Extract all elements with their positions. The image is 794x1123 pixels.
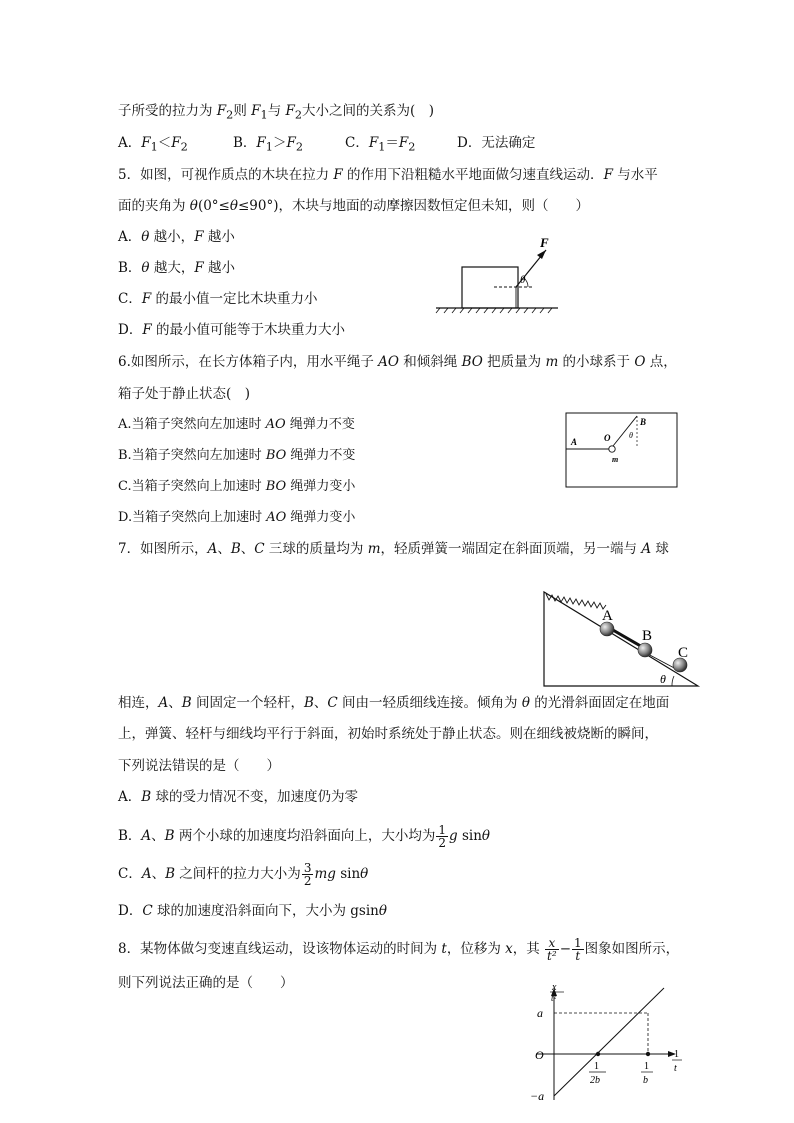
- q7-option-c: C．A、B 之间杆的拉力大小为 $\frac{3}{2}$ mg sinθ: [118, 861, 369, 888]
- q6-stem-line1: 6.如图所示，在长方体箱子内，用水平绳子 AO 和倾斜绳 BO 把质量为 m 的小球系于 O 点，: [118, 354, 677, 370]
- ground-hatching: [436, 308, 552, 313]
- ball-b: [638, 643, 652, 657]
- q8-graph-figure: [528, 982, 688, 1104]
- incline: [544, 592, 698, 686]
- q5-option-d: D．F 的最小值可能等于木块重力大小: [118, 322, 345, 338]
- fraction-three-halves: $\frac{3}{2}$: [303, 861, 312, 888]
- q4-options: [118, 134, 535, 157]
- q5-option-c: C．F 的最小值一定比木块重力小: [118, 291, 318, 307]
- q8-stem-line1: 8．某物体做匀变速直线运动，设该物体运动的时间为 t，位移为 x，其 $\frac{x}{\text{t²}}$ − $\frac{1}{t}$ 图象如图所示，: [118, 936, 680, 963]
- label-b: B: [642, 628, 653, 644]
- y-label-num: x: [552, 982, 557, 993]
- label-o: O: [604, 433, 611, 443]
- q6-box-figure: [565, 410, 680, 490]
- ball-a: [600, 622, 614, 636]
- force-label: F: [540, 235, 549, 250]
- q8-stem-line2: 则下列说法正确的是（ ）: [118, 975, 294, 991]
- q4-line: 子所受的拉力为 $F_2$则 $F_1$与 $F_2$大小之间的关系为( ): [118, 103, 435, 122]
- label-a: a: [537, 1006, 543, 1020]
- q5-block-figure: [432, 234, 562, 314]
- q7-stem-line2: 相连，A、B 间固定一个轻杆，B、C 间由一轻质细线连接。倾角为 θ 的光滑斜面固定在地面: [118, 695, 670, 711]
- q4-option-c: C．$F_1=F_2$: [345, 135, 416, 154]
- intercept-point: [596, 1052, 600, 1056]
- label-neg-a: −a: [530, 1089, 545, 1103]
- q7-option-b: B．A、B 两个小球的加速度均沿斜面向上，大小均为 $\frac{1}{2}$ g sinθ: [118, 823, 491, 850]
- q6-stem-line2: 箱子处于静止状态( ): [118, 386, 251, 402]
- fraction-x-over-t2: $\frac{x}{\text{t²}}$: [547, 936, 557, 963]
- wooden-block: [462, 267, 518, 308]
- q6-option-a: A.当箱子突然向左加速时 AO 绳弹力不变: [118, 417, 355, 432]
- tick-1-over-2b-den: 2b: [590, 1075, 600, 1086]
- q7-stem-line1: 7．如图所示，A、B、C 三球的质量均为 m，轻质弹簧一端固定在斜面顶端，另一端与 A 球: [118, 541, 669, 557]
- b-point: [646, 1052, 650, 1056]
- tick-1-over-b-den: b: [643, 1075, 648, 1086]
- q5-option-b: B．θ 越大，F 越小: [118, 260, 236, 276]
- fraction-1-over-t: $\frac{1}{t}$: [574, 936, 582, 963]
- q5-stem-line1: 5．如图，可视作质点的木块在拉力 F 的作用下沿粗糙水平地面做匀速直线运动．F 与水平: [118, 167, 658, 183]
- angle-arc: [672, 676, 674, 686]
- q4-option-a: A．$F_1<F_2$: [118, 135, 188, 154]
- q7-stem-line3: 上，弹簧、轻杆与细线均平行于斜面，初始时系统处于静止状态。则在细线被烧断的瞬间，: [118, 726, 658, 742]
- y-label-den: t²: [551, 993, 557, 1003]
- label-a: A: [571, 437, 578, 447]
- fraction-half: $\frac{1}{2}$: [438, 823, 447, 850]
- q5-stem-line2: 面的夹角为 θ(0°≤θ≤90°)，木块与地面的动摩擦因数恒定但未知，则（ ）: [118, 198, 590, 214]
- ball: [609, 446, 615, 452]
- label-a: A: [602, 608, 613, 624]
- box-outline: [566, 413, 677, 487]
- q7-option-d: D．C 球的加速度沿斜面向下，大小为 gsinθ: [118, 903, 388, 919]
- angle-label: θ: [520, 274, 526, 286]
- label-theta: θ: [660, 672, 666, 686]
- tick-1-over-b-num: 1: [644, 1061, 649, 1072]
- x-label-den: t: [674, 1063, 677, 1074]
- tick-1-over-2b-num: 1: [594, 1061, 599, 1072]
- q7-stem-line4: 下列说法错误的是（ ）: [118, 758, 280, 774]
- q6-option-d: D.当箱子突然向上加速时 AO 绳弹力变小: [118, 510, 356, 525]
- rope-bo: [613, 416, 637, 446]
- label-b: B: [640, 417, 647, 427]
- q6-option-c: C.当箱子突然向上加速时 BO 绳弹力变小: [118, 479, 356, 494]
- label-c: C: [678, 645, 689, 661]
- x-label-num: 1: [674, 1049, 679, 1060]
- q4-option-b: B．$F_1>F_2$: [233, 135, 304, 154]
- spring: [546, 594, 606, 609]
- label-theta: θ: [629, 431, 633, 440]
- q6-option-b: B.当箱子突然向左加速时 BO 绳弹力不变: [118, 448, 356, 463]
- q7-option-a: A．B 球的受力情况不变，加速度仍为零: [118, 789, 358, 805]
- q7-incline-figure: [538, 586, 703, 690]
- q4-option-d: D．无法确定: [457, 135, 536, 151]
- label-origin: O: [535, 1048, 544, 1062]
- q5-option-a: A．θ 越小，F 越小: [118, 229, 235, 245]
- force-arrowhead: [537, 250, 546, 259]
- label-m: m: [612, 455, 619, 464]
